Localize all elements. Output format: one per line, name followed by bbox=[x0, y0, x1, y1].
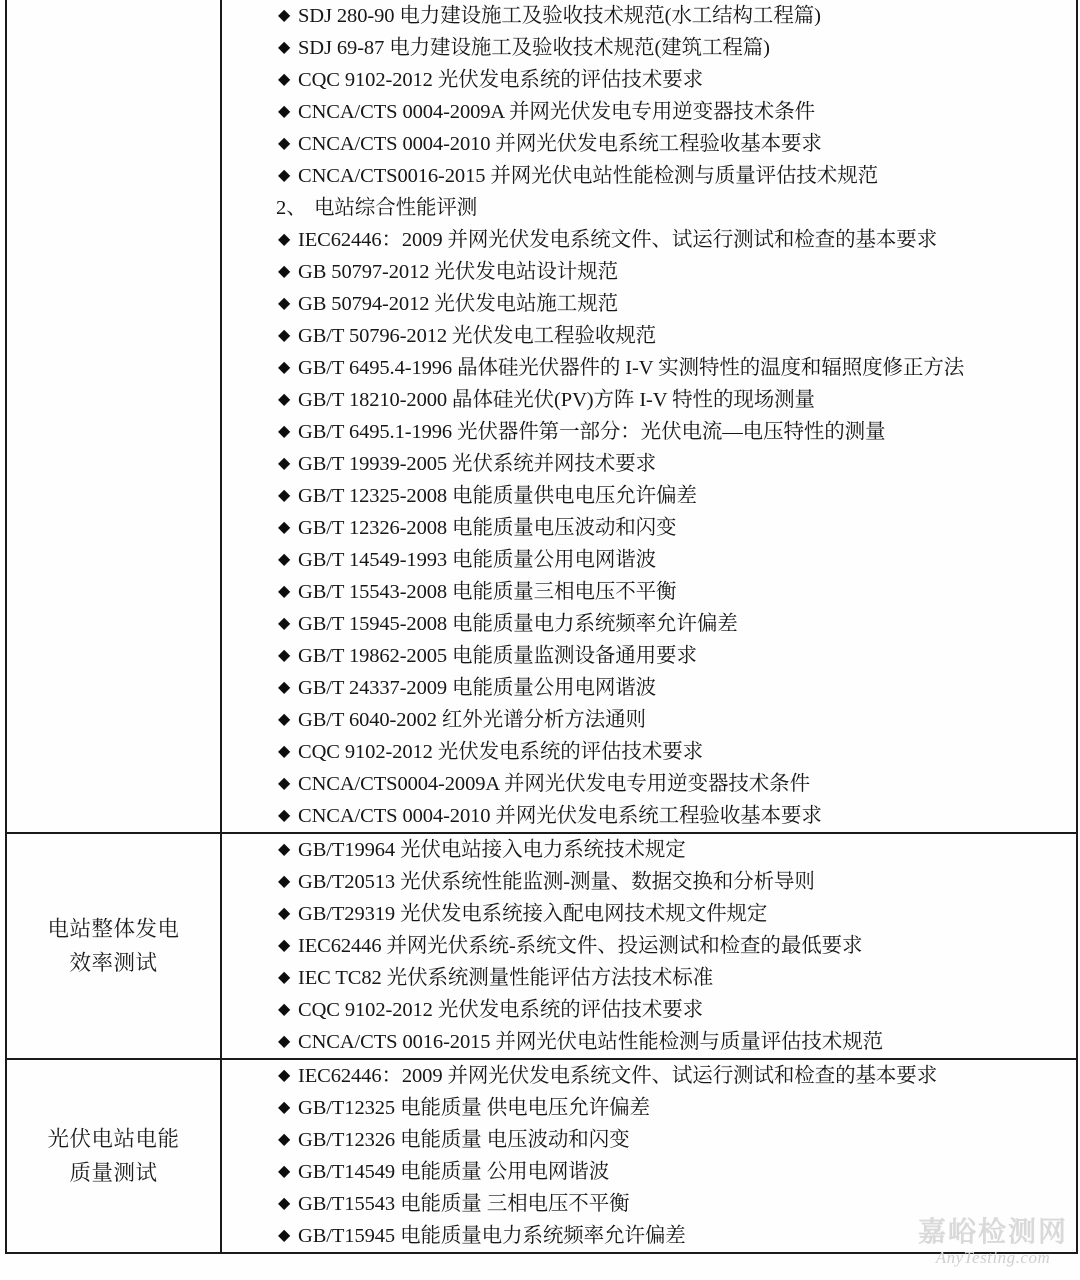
diamond-bullet-icon: ◆ bbox=[278, 1131, 291, 1148]
diamond-bullet-icon: ◆ bbox=[278, 519, 291, 536]
category-label-line-2: 效率测试 bbox=[69, 951, 158, 975]
diamond-bullet-icon: ◆ bbox=[278, 295, 291, 312]
standard-title: CNCA/CTS 0004-2010 并网光伏发电系统工程验收基本要求 bbox=[298, 805, 822, 827]
standards-table-body bbox=[6, 0, 1077, 1253]
standard-title: GB 50794-2012 光伏发电站施工规范 bbox=[298, 293, 619, 315]
diamond-bullet-icon: ◆ bbox=[278, 711, 291, 728]
diamond-bullet-icon: ◆ bbox=[278, 391, 291, 408]
category-label-line-1: 光伏电站电能 bbox=[47, 1127, 180, 1151]
standards-list-item bbox=[222, 128, 1076, 160]
diamond-bullet-icon: ◆ bbox=[278, 1163, 291, 1180]
standards-list-cell bbox=[221, 833, 1077, 1059]
diamond-bullet-icon: ◆ bbox=[278, 7, 291, 24]
standards-list-item bbox=[222, 224, 1076, 256]
standard-title: CNCA/CTS 0004-2010 并网光伏发电系统工程验收基本要求 bbox=[298, 133, 822, 155]
watermark-english: AnyTesting.com bbox=[935, 1248, 1051, 1267]
standards-list-item bbox=[222, 64, 1076, 96]
standard-title: GB/T 6495.4-1996 晶体硅光伏器件的 I-V 实测特性的温度和辐照度修正方法 bbox=[298, 357, 965, 379]
standard-title: CQC 9102-2012 光伏发电系统的评估技术要求 bbox=[298, 999, 704, 1021]
diamond-bullet-icon: ◆ bbox=[278, 873, 291, 890]
standards-list-cell bbox=[221, 1059, 1077, 1253]
diamond-bullet-icon: ◆ bbox=[278, 775, 291, 792]
standard-title: GB/T 15945-2008 电能质量电力系统频率允许偏差 bbox=[298, 613, 738, 635]
standards-list-item bbox=[222, 768, 1076, 800]
standards-list-item bbox=[222, 640, 1076, 672]
standards-list-item bbox=[222, 704, 1076, 736]
standard-title: GB/T20513 光伏系统性能监测-测量、数据交换和分析导则 bbox=[298, 871, 815, 893]
table-row bbox=[6, 1059, 1077, 1253]
watermark-chinese: 嘉峪检测网 bbox=[917, 1215, 1068, 1248]
diamond-bullet-icon: ◆ bbox=[278, 167, 291, 184]
standards-list-item bbox=[222, 930, 1076, 962]
standard-title: CNCA/CTS0016-2015 并网光伏电站性能检测与质量评估技术规范 bbox=[298, 165, 878, 187]
standards-list-item bbox=[222, 544, 1076, 576]
standards-list-item bbox=[222, 448, 1076, 480]
diamond-bullet-icon: ◆ bbox=[278, 135, 291, 152]
standard-title: GB/T29319 光伏发电系统接入配电网技术规文件规定 bbox=[298, 903, 768, 925]
diamond-bullet-icon: ◆ bbox=[278, 807, 291, 824]
diamond-bullet-icon: ◆ bbox=[278, 327, 291, 344]
diamond-bullet-icon: ◆ bbox=[278, 1227, 291, 1244]
list-number-marker: 2、 bbox=[276, 197, 307, 219]
standards-list bbox=[222, 0, 1076, 832]
standards-list-item bbox=[222, 672, 1076, 704]
standards-list-item bbox=[222, 1124, 1076, 1156]
standards-list-item bbox=[222, 0, 1076, 32]
standards-list-item bbox=[222, 994, 1076, 1026]
standard-title: GB/T 12325-2008 电能质量供电电压允许偏差 bbox=[298, 485, 697, 507]
diamond-bullet-icon: ◆ bbox=[278, 1001, 291, 1018]
standard-title: GB/T 50796-2012 光伏发电工程验收规范 bbox=[298, 325, 657, 347]
standard-title: CNCA/CTS 0004-2009A 并网光伏发电专用逆变器技术条件 bbox=[298, 101, 815, 123]
standards-table bbox=[5, 0, 1078, 1254]
diamond-bullet-icon: ◆ bbox=[278, 969, 291, 986]
standards-list-item bbox=[222, 1220, 1076, 1252]
standards-list-item bbox=[222, 608, 1076, 640]
diamond-bullet-icon: ◆ bbox=[278, 359, 291, 376]
diamond-bullet-icon: ◆ bbox=[278, 1195, 291, 1212]
standards-list-item bbox=[222, 962, 1076, 994]
diamond-bullet-icon: ◆ bbox=[278, 551, 291, 568]
standards-list-item bbox=[222, 576, 1076, 608]
diamond-bullet-icon: ◆ bbox=[278, 583, 291, 600]
standards-list-item bbox=[222, 480, 1076, 512]
standards-list-item bbox=[222, 160, 1076, 192]
standard-title: GB/T19964 光伏电站接入电力系统技术规定 bbox=[298, 839, 686, 861]
standards-list-item bbox=[222, 1026, 1076, 1058]
diamond-bullet-icon: ◆ bbox=[278, 1099, 291, 1116]
diamond-bullet-icon: ◆ bbox=[278, 743, 291, 760]
diamond-bullet-icon: ◆ bbox=[278, 1033, 291, 1050]
standard-title: IEC62446：2009 并网光伏发电系统文件、试运行测试和检查的基本要求 bbox=[298, 229, 938, 251]
standard-title: IEC TC82 光伏系统测量性能评估方法技术标准 bbox=[298, 967, 714, 989]
standards-list-item bbox=[222, 256, 1076, 288]
standard-title: SDJ 69-87 电力建设施工及验收技术规范(建筑工程篇) bbox=[298, 37, 770, 59]
category-cell bbox=[6, 833, 221, 1059]
standards-list-item bbox=[222, 898, 1076, 930]
standards-list-item bbox=[222, 834, 1076, 866]
standards-list-item bbox=[222, 288, 1076, 320]
standards-list-item bbox=[222, 1156, 1076, 1188]
table-row bbox=[6, 833, 1077, 1059]
standard-title: GB 50797-2012 光伏发电站设计规范 bbox=[298, 261, 619, 283]
standards-list-item bbox=[222, 512, 1076, 544]
standards-list-item bbox=[222, 384, 1076, 416]
standard-title: IEC62446 并网光伏系统-系统文件、投运测试和检查的最低要求 bbox=[298, 935, 863, 957]
standard-title: 电站综合性能评测 bbox=[314, 197, 478, 219]
standard-title: GB/T 18210-2000 晶体硅光伏(PV)方阵 I-V 特性的现场测量 bbox=[298, 389, 815, 411]
standards-list-item bbox=[222, 416, 1076, 448]
diamond-bullet-icon: ◆ bbox=[278, 487, 291, 504]
standards-list-item bbox=[222, 96, 1076, 128]
standard-title: CNCA/CTS0004-2009A 并网光伏发电专用逆变器技术条件 bbox=[298, 773, 810, 795]
standards-numbered-item bbox=[222, 192, 1076, 224]
diamond-bullet-icon: ◆ bbox=[278, 841, 291, 858]
standards-list-item bbox=[222, 32, 1076, 64]
standards-list bbox=[222, 1060, 1076, 1252]
diamond-bullet-icon: ◆ bbox=[278, 423, 291, 440]
standards-list-item bbox=[222, 736, 1076, 768]
standard-title: GB/T14549 电能质量 公用电网谐波 bbox=[298, 1161, 610, 1183]
diamond-bullet-icon: ◆ bbox=[278, 937, 291, 954]
standards-list-cell bbox=[221, 0, 1077, 833]
standards-list bbox=[222, 834, 1076, 1058]
diamond-bullet-icon: ◆ bbox=[278, 39, 291, 56]
standards-list-item bbox=[222, 320, 1076, 352]
standard-title: GB/T 6040-2002 红外光谱分析方法通则 bbox=[298, 709, 646, 731]
standard-title: GB/T 14549-1993 电能质量公用电网谐波 bbox=[298, 549, 657, 571]
diamond-bullet-icon: ◆ bbox=[278, 71, 291, 88]
standards-list-item bbox=[222, 352, 1076, 384]
standards-list-item bbox=[222, 1188, 1076, 1220]
standard-title: GB/T15543 电能质量 三相电压不平衡 bbox=[298, 1193, 630, 1215]
standard-title: GB/T 19862-2005 电能质量监测设备通用要求 bbox=[298, 645, 697, 667]
standard-title: GB/T 19939-2005 光伏系统并网技术要求 bbox=[298, 453, 657, 475]
standards-list-item bbox=[222, 800, 1076, 832]
standard-title: GB/T12325 电能质量 供电电压允许偏差 bbox=[298, 1097, 650, 1119]
standard-title: GB/T12326 电能质量 电压波动和闪变 bbox=[298, 1129, 630, 1151]
category-label-line-2: 质量测试 bbox=[69, 1161, 158, 1185]
standard-title: GB/T 24337-2009 电能质量公用电网谐波 bbox=[298, 677, 657, 699]
diamond-bullet-icon: ◆ bbox=[278, 263, 291, 280]
diamond-bullet-icon: ◆ bbox=[278, 679, 291, 696]
standards-list-item bbox=[222, 1092, 1076, 1124]
standard-title: CQC 9102-2012 光伏发电系统的评估技术要求 bbox=[298, 69, 704, 91]
diamond-bullet-icon: ◆ bbox=[278, 615, 291, 632]
diamond-bullet-icon: ◆ bbox=[278, 103, 291, 120]
standards-list-item bbox=[222, 866, 1076, 898]
diamond-bullet-icon: ◆ bbox=[278, 455, 291, 472]
standard-title: GB/T 6495.1-1996 光伏器件第一部分：光伏电流—电压特性的测量 bbox=[298, 421, 886, 443]
standard-title: SDJ 280-90 电力建设施工及验收技术规范(水工结构工程篇) bbox=[298, 5, 821, 27]
standard-title: GB/T 15543-2008 电能质量三相电压不平衡 bbox=[298, 581, 677, 603]
table-row bbox=[6, 0, 1077, 833]
diamond-bullet-icon: ◆ bbox=[278, 231, 291, 248]
standards-list-item bbox=[222, 1060, 1076, 1092]
standard-title: CQC 9102-2012 光伏发电系统的评估技术要求 bbox=[298, 741, 704, 763]
standard-title: IEC62446：2009 并网光伏发电系统文件、试运行测试和检查的基本要求 bbox=[298, 1065, 938, 1087]
standard-title: GB/T 12326-2008 电能质量电压波动和闪变 bbox=[298, 517, 677, 539]
standard-title: GB/T15945 电能质量电力系统频率允许偏差 bbox=[298, 1225, 686, 1247]
standard-title: CNCA/CTS 0016-2015 并网光伏电站性能检测与质量评估技术规范 bbox=[298, 1031, 884, 1053]
category-cell bbox=[6, 1059, 221, 1253]
diamond-bullet-icon: ◆ bbox=[278, 647, 291, 664]
diamond-bullet-icon: ◆ bbox=[278, 1067, 291, 1084]
category-cell bbox=[6, 0, 221, 833]
diamond-bullet-icon: ◆ bbox=[278, 905, 291, 922]
category-label-line-1: 电站整体发电 bbox=[47, 917, 180, 941]
